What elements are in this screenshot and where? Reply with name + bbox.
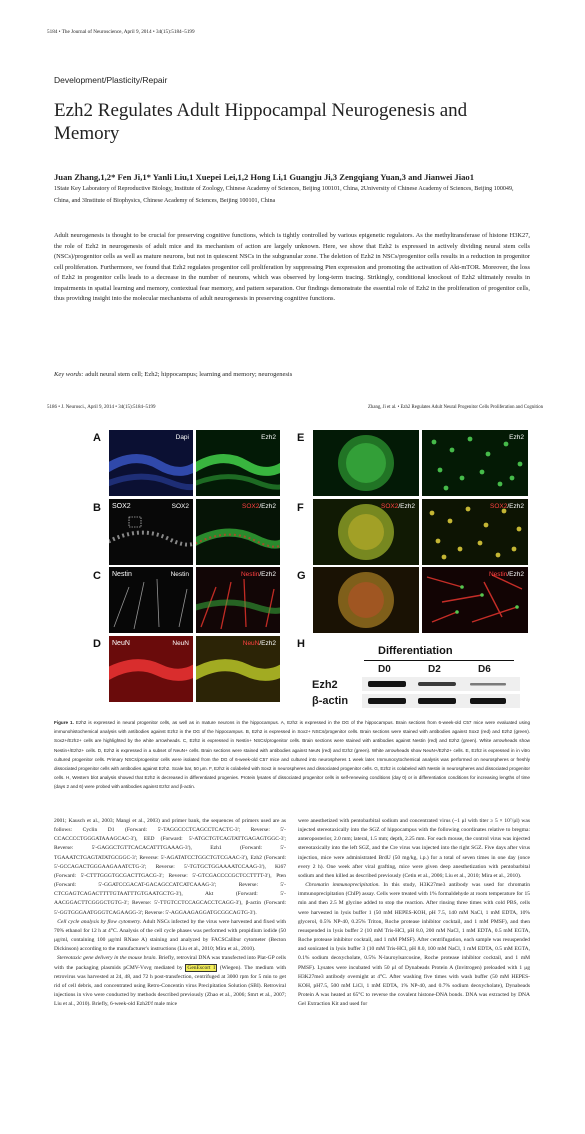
- running-head-page1: 5184 • The Journal of Neuroscience, April 9, 2014 • 34(15):5184–5199: [47, 29, 195, 35]
- affiliations: 1State Key Laboratory of Reproductive Biology, Institute of Zoology, Chinese Academy of Sciences, Beijing 100101, China, 2University of Chinese Academy of Sciences, Beijing 100049, China, and 3Institute of Biophysics, Chinese Academy of Sciences, Beijing 100101, China: [54, 186, 514, 204]
- highlighted-term: GenEscort I: [187, 964, 216, 971]
- panel-letter-h: H: [297, 638, 305, 650]
- figure-caption: [54, 718, 530, 792]
- abstract: Adult neurogenesis is thought to be crucial for preserving cognitive functions, which is tightly controlled by various epigenetic regulators. As the methyltransferase of histone H3K27, the role of Ezh2 in neurogenesis of adult mice and its mechanism of action are largely unknown. Here, we show that Ezh2 is expressed in actively dividing neural stem cells (NSCs)/progenitor cells as well as mature neurons, but not in quiescent NSCs in the subgranular zone. The deletion of Ezh2 in NSCs/progenitor cells results in a reduction in progenitor cell proliferation. Furthermore, we found that Ezh2 regulates progenitor cell proliferation by suppressing Pten expression and promoting the activation of Akt-mTOR. Moreover, the loss of Ezh2 in progenitor cells leads to a decrease in the number of neurons, which was observed by long-term tracing. Strikingly, conditional knockout of Ezh2 ultimately results in impairments in spatial learning and memory, contextual fear memory, and pattern separation. Our findings demonstrate the essential role of Ezh2 in the proliferation of progenitor cells, thus providing insight into the molecular mechanisms of adult neurogenesis in preserving cognitive functions.: [54, 232, 530, 302]
- neurosphere-ezh2-image: [313, 430, 419, 496]
- micrograph-ezh2-a: [196, 430, 280, 496]
- ezh2-tag: Ezh2: [261, 434, 276, 441]
- wb-lane-d6: D6: [478, 664, 491, 675]
- chip-heading: Chromatin immunoprecipitation.: [305, 882, 380, 889]
- stereotaxic-text-post: (Wiegen). The medium with retrovirus was harvested at 24, 48, and 72 h post-transfection, centrifuged at 3000 rpm for 5 min to get rid of cell debris, and concentrated using Retro-Concentin virus Precipitation Solution (SBI). Retroviral injections in vivo were conducted by methods described previously (Zhao et al., 2006; Smrt et al., 2007; Liu et al., 2010). Briefly, 6-week-old Ezh2f/f male mice: [54, 964, 286, 1008]
- panel-letter-g: G: [297, 570, 306, 582]
- stereotaxic-heading: Stereotaxic gene delivery in the mouse brain.: [56, 955, 157, 962]
- flow-heading: Cell cycle analysis by flow cytometry.: [57, 918, 142, 925]
- keywords-label: Key words:: [54, 371, 84, 378]
- wb-row-ezh2: Ezh2: [312, 679, 338, 691]
- neun-tag: NeuN: [172, 640, 189, 647]
- panel-letter-e: E: [297, 432, 305, 444]
- figure-label: Figure 1.: [54, 720, 74, 725]
- neun-ezh2-tag: NeuN/Ezh2: [242, 640, 276, 647]
- row-marker-sox2: SOX2: [112, 503, 131, 510]
- wb-bands: [362, 677, 522, 709]
- panel-letter-c: C: [93, 570, 101, 582]
- nestin-tag: Nestin: [170, 571, 189, 578]
- sox2-tag: SOX2: [171, 503, 189, 510]
- dapi-tag: Dapi: [175, 434, 189, 441]
- stereotaxic-text-pre: Briefly, retroviral DNA was transfected into Plat-GP cells with the packaging plasmids pCMV-Vsvg mediated by: [54, 955, 287, 971]
- wb-title-rule: [364, 660, 514, 661]
- first-page-excerpt: [0, 0, 585, 395]
- micrograph-dapi: [109, 430, 193, 496]
- nestin-ezh2-tag: Nestin/Ezh2: [240, 571, 276, 578]
- body-column-right: [298, 817, 530, 1009]
- keywords: [54, 371, 530, 378]
- sox2-ezh2-tag-f: SOX2/Ezh2: [381, 503, 415, 510]
- body-column-left: [54, 817, 286, 1009]
- micrograph-dissociated-ezh2: [422, 430, 528, 496]
- western-blot-panel: [300, 615, 530, 710]
- flow-paragraph: Adult NSCs infected by the virus were harvested and fixed with 70% ethanol for 12 h at 4°C. Analysis of the cell cycle phases was performed with propidium iodide (50 μg/ml, containing 100 μg/ml RNase A) staining and analyzed by FACSCalibur cytometer (Becton Dickinson) according to the manufacturer's instructions (Liu et al., 2010; Mira et al., 2010).: [54, 918, 286, 953]
- panel-letter-b: B: [93, 502, 101, 514]
- sox2-ezh2-tag-f2: SOX2/Ezh2: [490, 503, 524, 510]
- wb-title: Differentiation: [378, 645, 453, 657]
- sox2-ezh2-tag: SOX2/Ezh2: [242, 503, 276, 510]
- chip-paragraph: In this study, H3K27me3 antibody was used for chromatin immunoprecipitation (ChIP) assay. Cells were treated with 1% formaldehyde at room temperature for 15 min and then 2.5 M glycine added to stop the reaction. After rinsing three times with cold PBS, cells were harvested in lysis buffer 1 (50 mM HEPES-KOH, pH 7.5, 140 mM NaCl, 1 mM EDTA, 10% glycerol, 0.5% NP-40, 0.25% Triton, Roche protease inhibitor cocktail, and 1 mM PMSF), and then resuspended in lysis buffer 2 (10 mM Tris-HCl, pH 8.0, 200 mM NaCl, 1 mM EDTA, 0.5 mM EGTA, Roche protease inhibitor cocktail, and 1 mM PMSF). After centrifugation, each sample was resuspended and sonicated in lysis buffer 3 (10 mM Tris-HCl, pH 8.0, 100 mM NaCl, 1 mM EDTA, 0.5 mM EGTA, 0.1% sodium deoxycholate, 0.5% N-lauroylsarcosine, Roche protease inhibitor cocktail, and 1 mM PMSF). Lysates were incubated with 50 μl of Dynabeads Protein A (Invitrogen) preloaded with 1 μg H3K27me3 antibody overnight at 4°C. After washing five times with wash buffer (50 mM HEPES-KOH, pH7.5, 500 mM LiCl, 1 mM EDTA, 1% NP-40, and 0.7% sodium deoxycholate), Dynabeads Protein A was heated at 65°C to reverse the covalent histone-DNA bonds. DNA was extracted by DNA Gel Extraction Kit and used for: [298, 882, 530, 1008]
- row-marker-nestin: Nestin: [112, 571, 132, 578]
- micrograph-nestin-ezh2: [196, 567, 280, 633]
- panel-letter-a: A: [93, 432, 101, 444]
- wb-lane-d2: D2: [428, 664, 441, 675]
- panel-letter-f: F: [297, 502, 304, 514]
- section-label: Development/Plasticity/Repair: [54, 75, 168, 85]
- micrograph-neurosphere-sox2-ezh2: [313, 499, 419, 565]
- author-list: Juan Zhang,1,2* Fen Ji,1* Yanli Liu,1 Xuepei Lei,1,2 Hong Li,1 Guangju Ji,3 Zengqiang Yuan,3 and Jianwei Jiao1: [54, 172, 474, 182]
- running-head-left: 5186 • J. Neurosci., April 9, 2014 • 34(15):5184–5199: [47, 405, 156, 410]
- wb-row-actin: β-actin: [312, 695, 349, 707]
- micrograph-neurosphere-ezh2: [313, 430, 419, 496]
- row-marker-neun: NeuN: [112, 640, 130, 647]
- injection-paragraph: were anesthetized with pentobarbital sodium and concentrated virus (~1 μl with titer ≥ 5 × 10⁷/μl) was injected stereotaxically into the SGZ of hippocampus with the following coordinates relative to bregma: anteroposterior, 2.0 mm; lateral, 1.5 mm; depth, 2.25 mm. For each mouse, the control virus was injected stereotaxically into the left SGZ, and the Cre virus was injected into the right SGZ. Five days after virus injection, mice were administrated BrdU (50 mg/kg, i.p.) for a total of seven times in one day (once every 2 h). One week after viral grafting, mice were given deep anesthetization with pentobarbital sodium and then killed as described previously (Cetin et al., 2006; Liu et al., 2010; Mira et al., 2010).: [298, 818, 530, 879]
- nestin-ezh2-tag-g: Nestin/Ezh2: [488, 571, 524, 578]
- micrograph-neun-ezh2: [196, 636, 280, 702]
- figure-caption-text: Ezh2 is expressed in neural progenitor cells, as well as in mature neurons in the hippocampus. A, Ezh2 is expressed in the DG of the hippocampus. Brain sections from 6-week-old C57 mice were evaluated using immunohistochemical analysis with antibodies against Ezh2 in the DG of the hippocampus. B, Ezh2 is expressed in Sox2+ NSCs/progenitor cells. Brain sections were stained with antibodies against Sox2 (red) and Ezh2 (green). Sox2+/Ezh2+ cells are highlighted by the white arrowheads. C, Ezh2 is expressed in Nestin+ NSCs/progenitor cells. Brain sections were stained with antibodies against Nestin (red) and Ezh2 (green). White arrowheads show Nestin+/Ezh2+ cells. D, Ezh2 is expressed in a subset of NeuN+ cells. Brain sections were stained with antibodies against NeuN (red) and Ezh2 (green). White arrowheads show NeuN+/Ezh2+ cells. E, Ezh2 is expressed in in vitro cultured progenitor cells. Primary NSCs/progenitor cells were isolated from the DG of 6-week-old C57 mice and cultured into neurospheres 1 week later. Immunocytochemical analysis was performed on neurospheres or freshly dissociated progenitor cells with antibodies against Ezh2. Scale bar, 50 μm. F, Ezh2 is colabeled with Sox2 in neurospheres and dissociated progenitor cells. G, Ezh2 is colabeled with Nestin in neurospheres and dissociated progenitor cells. H, Western blot analysis showed that Ezh2 is decreased in differentiated progenies. Protein lysates of dissociated progenitor cells in self-renewing conditions (day 0) or in differentiation conditions for increasing lengths of time (days 2 and 6) were probed with antibodies against Ezh2 and β-actin.: [54, 720, 531, 790]
- primer-paragraph: 2001; Kausch et al., 2003; Mangi et al., 2003) and primer bank, the sequences of primers used are as follows: Cyclin D1 (Forward: 5'-TAGGCCCTCAGCCTCACTC-3'; Reverse: 5'-CCACCCCTGGGATAAAGCAC-3'), EED (Forward: 5'-ATGCTGTCAGTATTGAGAGTGGC-3'; Reverse: 5'-GAGGCTGTTCACACATTTGAAAG-3'), Ezh1 (Forward: 5'-TGAAATCTGAGTATATGCGGC-3'; Reverse: 5'-AGATATCCTGGCTGTCGAAC-3'), Ezh2 (Forward: 5'-GCCAGACTGGGAAGAAATCTG-3'; Reverse: 5'-TGTGCTGGAAAATCCAAG-3'), Ki67 (Forward: 5'-CTTTGGGTGCGACTTGACG-3'; Reverse: 5'-GTCGACCCCGCTCCTTTT-3'), Pten (Forward: 5'-GGATCCGACAT-GACAGCCATCATCAAAG-3'; Reverse: 5'-CTCGAGTCAGACTTTTGTAATTTGTGAATGCTG-3'), Akt (Forward: 5'-AACGGACTTCGGGCTGTG-3'; Reverse: 5'-TTGTCCTCCAGCACCTCAGG-3'), β-actin (Forward: 5'-GGTGGGAATGGGTCAGAAGG-3'; Reverse: 5'-AGGAAGAGGATGCGGCAGTG-3').: [54, 818, 286, 916]
- micrograph-sox2-ezh2: [196, 499, 280, 565]
- wb-lane-d0: D0: [378, 664, 391, 675]
- ezh2-tag-e: Ezh2: [509, 434, 524, 441]
- micrograph-dissociated-sox2-ezh2: [422, 499, 528, 565]
- running-head-right: Zhang, Ji et al. • Ezh2 Regulates Adult Neural Progenitor Cells Proliferation and Cognition: [368, 405, 544, 410]
- keywords-text: adult neural stem cell; Ezh2; hippocampus; learning and memory; neurogenesis: [85, 371, 293, 378]
- article-title: Ezh2 Regulates Adult Hippocampal Neurogenesis and Memory: [54, 100, 468, 144]
- panel-letter-d: D: [93, 638, 101, 650]
